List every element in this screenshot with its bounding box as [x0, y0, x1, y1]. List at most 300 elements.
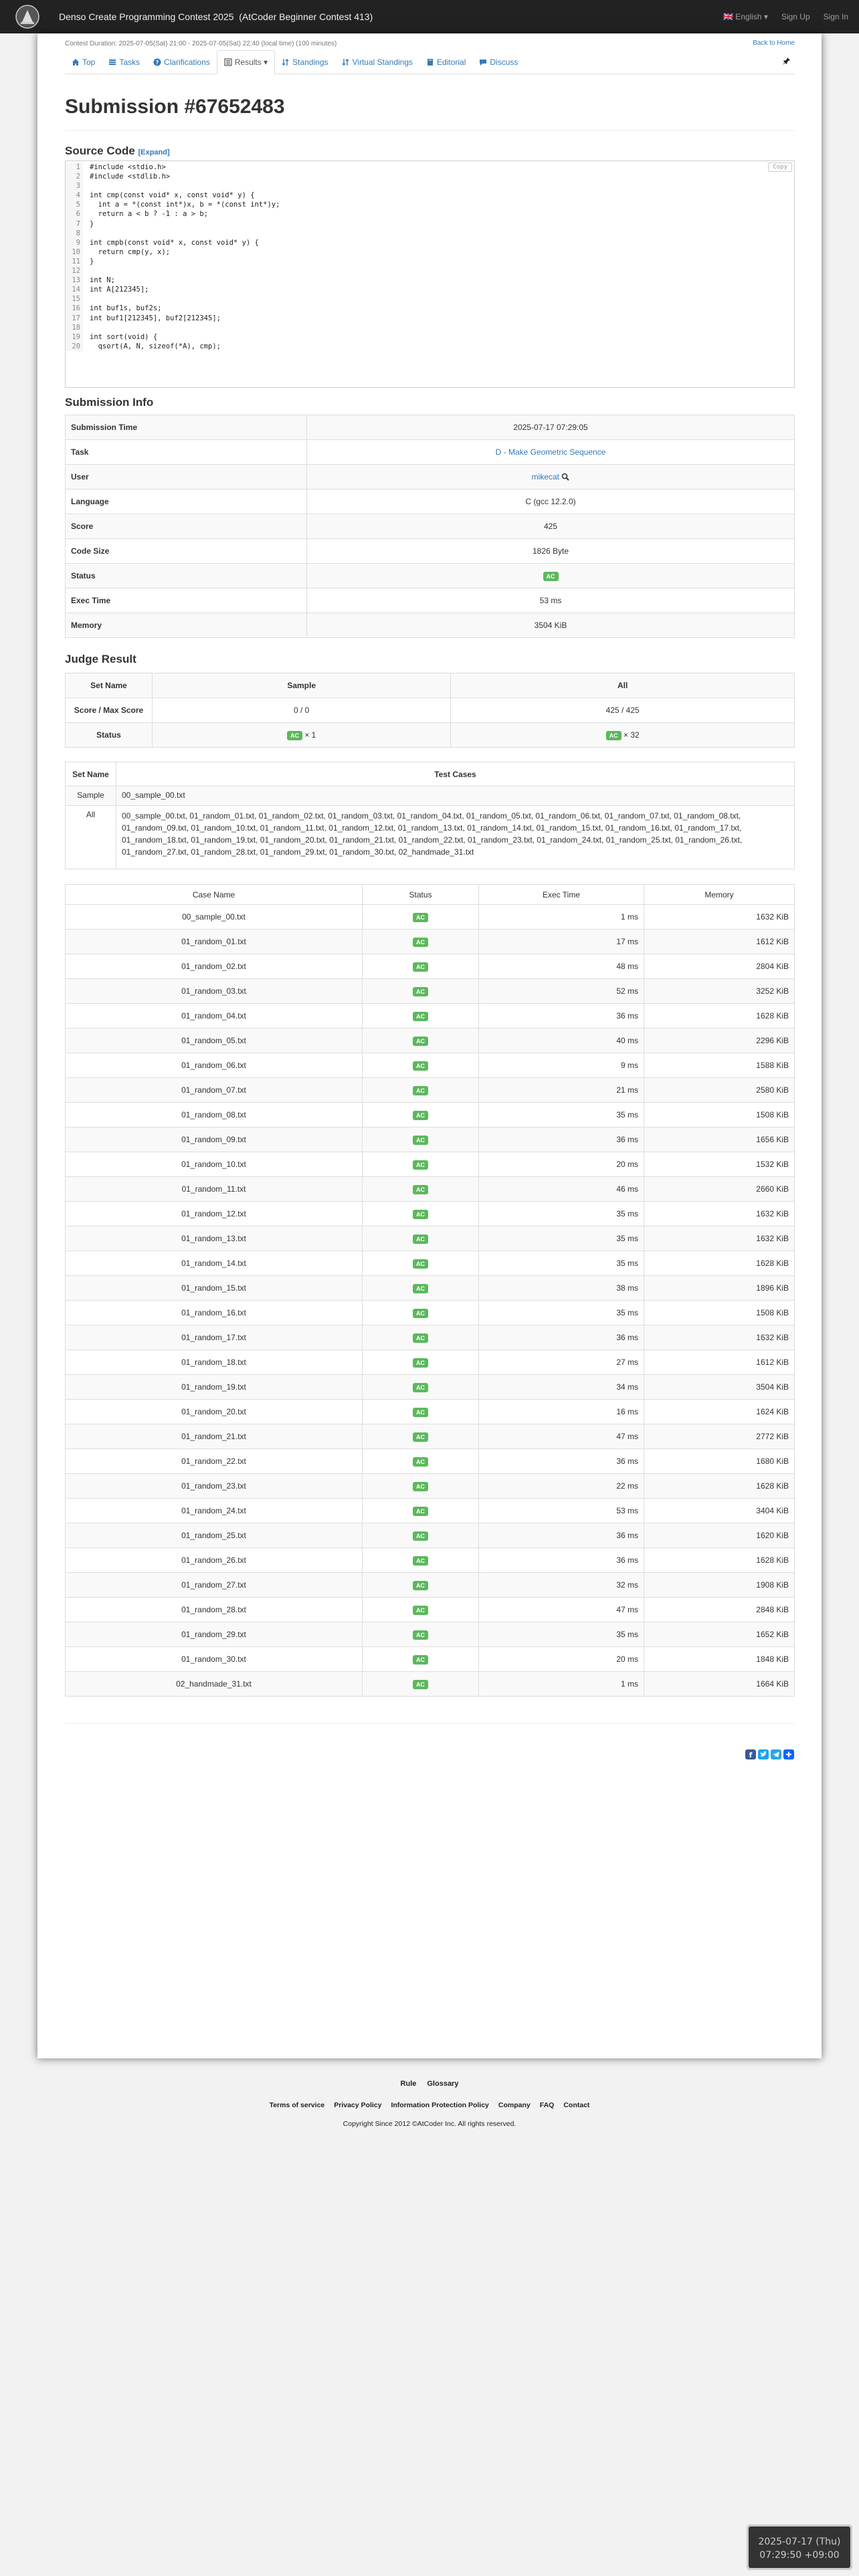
copy-button[interactable]: Copy [768, 163, 792, 172]
case-memory: 2848 KiB [644, 1598, 795, 1622]
case-status [363, 1672, 479, 1697]
comment-icon [479, 58, 487, 66]
info-key: Task [66, 440, 307, 465]
code-line [66, 229, 794, 238]
case-memory: 1612 KiB [644, 930, 795, 954]
line-number: 19 [66, 332, 83, 342]
back-to-home-link[interactable]: Back to Home [753, 39, 795, 47]
case-status [363, 1622, 479, 1647]
case-exec-time: 40 ms [479, 1029, 644, 1053]
case-memory: 1632 KiB [644, 1226, 795, 1251]
set-name: All [66, 806, 116, 869]
status-badge: AC [413, 1531, 428, 1541]
info-value: 3504 KiB [307, 613, 795, 638]
code-line [66, 219, 794, 229]
set-cases: 00_sample_00.txt, 01_random_01.txt, 01_random_02.txt, 01_random_03.txt, 01_random_04.txt, 01_random_05.txt, 01_random_06.txt, 01_random_07.txt, 01_random_08.txt, 01_random_09.txt, 01_random_10.txt, 01_random_11.txt, 01_random_12.txt, 01_random_13.txt, 01_random_14.txt, 01_random_15.txt, 01_random_16.txt, 01_random_17.txt, 01_random_18.txt, 01_random_19.txt, 01_random_20.txt, 01_random_21.txt, 01_random_22.txt, 01_random_23.txt, 01_random_24.txt, 01_random_25.txt, 01_random_26.txt, 01_random_27.txt, 01_random_28.txt, 01_random_29.txt, 01_random_30.txt, 02_handmade_31.txt [116, 806, 795, 869]
telegram-icon[interactable] [771, 1749, 781, 1759]
tab-label: Virtual Standings [352, 57, 413, 67]
judge-col-sample: Sample [153, 673, 451, 698]
case-memory: 1624 KiB [644, 1400, 795, 1424]
case-status [363, 1573, 479, 1598]
case-memory: 3404 KiB [644, 1499, 795, 1523]
case-memory: 1656 KiB [644, 1128, 795, 1152]
line-number: 11 [66, 257, 83, 266]
case-status [363, 1375, 479, 1400]
case-status [363, 1647, 479, 1672]
case-exec-time: 22 ms [479, 1474, 644, 1499]
set-cases: 00_sample_00.txt [116, 786, 795, 806]
line-text: int cmpb(const void* x, const void* y) { [90, 238, 259, 247]
case-name: 02_handmade_31.txt [66, 1672, 363, 1697]
case-status [363, 905, 479, 930]
case-status [363, 1128, 479, 1152]
expand-link[interactable]: [Expand] [138, 148, 170, 156]
case-memory: 1652 KiB [644, 1622, 795, 1647]
case-memory: 2580 KiB [644, 1078, 795, 1103]
info-key: User [66, 465, 307, 490]
status-badge: AC [413, 1630, 428, 1640]
info-row-memory [66, 613, 795, 638]
table-row [66, 1251, 795, 1276]
cases-col-exec-time[interactable]: Exec Time [479, 885, 644, 905]
contest-duration: Contest Duration: 2025-07-05(Sat) 21:00 - 2025-07-05(Sat) 22:40 (local time) (100 minutes) [65, 40, 337, 47]
line-number: 5 [66, 200, 83, 209]
case-exec-time: 38 ms [479, 1276, 644, 1301]
table-row [66, 979, 795, 1004]
case-memory: 1680 KiB [644, 1449, 795, 1474]
case-exec-time: 20 ms [479, 1647, 644, 1672]
table-row [66, 1152, 795, 1177]
code-line [66, 332, 794, 342]
footer-link-terms[interactable]: Terms of service [269, 2101, 325, 2109]
svg-text:f: f [749, 1751, 753, 1759]
language-dropdown[interactable]: 🇬🇧 English ▾ [723, 12, 768, 21]
status-badge: AC [413, 1235, 428, 1244]
status-badge: AC [413, 1408, 428, 1417]
case-exec-time: 9 ms [479, 1053, 644, 1078]
case-memory: 3252 KiB [644, 979, 795, 1004]
case-memory: 2660 KiB [644, 1177, 795, 1202]
sign-in-link[interactable]: Sign In [823, 12, 848, 21]
line-text: int sort(void) { [90, 332, 158, 341]
info-key: Submission Time [66, 415, 307, 440]
case-exec-time: 36 ms [479, 1325, 644, 1350]
case-name: 01_random_06.txt [66, 1053, 363, 1078]
case-exec-time: 34 ms [479, 1375, 644, 1400]
case-status [363, 1029, 479, 1053]
status-badge: AC [413, 938, 428, 947]
code-line [66, 266, 794, 276]
status-badge: AC [413, 1358, 428, 1368]
info-value: 53 ms [307, 588, 795, 613]
tab-discuss[interactable] [472, 50, 524, 74]
case-exec-time: 53 ms [479, 1499, 644, 1523]
status-badge: AC [413, 1556, 428, 1566]
atcoder-logo[interactable] [8, 0, 47, 33]
case-status [363, 1276, 479, 1301]
info-row-task [66, 440, 795, 465]
code-line [66, 200, 794, 209]
case-memory: 1628 KiB [644, 1474, 795, 1499]
pin-icon[interactable] [783, 57, 795, 67]
case-exec-time: 52 ms [479, 979, 644, 1004]
results-icon [224, 58, 232, 66]
case-status [363, 1053, 479, 1078]
fixed-clock [747, 2525, 852, 2570]
case-memory: 1908 KiB [644, 1573, 795, 1598]
tab-results[interactable] [217, 50, 275, 74]
table-row [66, 1128, 795, 1152]
table-row [66, 1573, 795, 1598]
status-badge: AC [413, 987, 428, 996]
tab-label: Discuss [490, 57, 518, 67]
cases-header-row [66, 885, 795, 905]
line-number: 20 [66, 342, 83, 351]
case-memory: 1848 KiB [644, 1647, 795, 1672]
task-link[interactable]: D - Make Geometric Sequence [495, 447, 606, 457]
footer [0, 2080, 859, 2128]
judge-result-table [65, 673, 795, 748]
line-text [83, 266, 90, 276]
list-icon [108, 58, 116, 66]
case-name: 01_random_15.txt [66, 1276, 363, 1301]
tab-clarifications[interactable] [147, 50, 217, 74]
table-row [66, 1400, 795, 1424]
case-name: 01_random_30.txt [66, 1647, 363, 1672]
cases-col-name[interactable]: Case Name [66, 885, 363, 905]
status-badge: AC [413, 1160, 428, 1170]
line-number: 2 [66, 172, 83, 181]
case-name: 01_random_18.txt [66, 1350, 363, 1375]
cases-col-status[interactable]: Status [363, 885, 479, 905]
table-row [66, 1424, 795, 1449]
case-status [363, 1078, 479, 1103]
footer-link-glossary[interactable]: Glossary [427, 2080, 459, 2088]
contest-brand[interactable]: Denso Create Programming Contest 2025 (AtCoder Beginner Contest 413) [59, 11, 373, 22]
table-row [66, 1375, 795, 1400]
case-memory: 1632 KiB [644, 905, 795, 930]
case-status [363, 954, 479, 979]
case-exec-time: 36 ms [479, 1523, 644, 1548]
case-status [363, 1325, 479, 1350]
table-row [66, 1598, 795, 1622]
table-row [66, 1177, 795, 1202]
case-memory: 1588 KiB [644, 1053, 795, 1078]
table-row [66, 1350, 795, 1375]
status-badge: AC [413, 1432, 428, 1442]
case-name: 01_random_29.txt [66, 1622, 363, 1647]
line-text: #include <stdlib.h> [90, 173, 171, 181]
judge-result-heading: Judge Result [65, 653, 136, 665]
code-line [66, 163, 794, 172]
info-row-language [66, 490, 795, 514]
footer-link-info-protection[interactable]: Information Protection Policy [391, 2101, 489, 2109]
search-icon[interactable] [561, 473, 569, 481]
status-badge: AC [287, 731, 302, 740]
case-status [363, 1400, 479, 1424]
case-memory: 1508 KiB [644, 1103, 795, 1128]
line-number: 12 [66, 266, 83, 276]
line-number: 15 [66, 294, 83, 304]
status-badge: AC [413, 1037, 428, 1046]
judge-col-set-name: Set Name [66, 673, 153, 698]
status-badge: AC [413, 1259, 428, 1269]
tab-tasks[interactable] [102, 50, 147, 74]
line-text: } [90, 219, 94, 228]
table-row [66, 1226, 795, 1251]
divider [65, 1723, 795, 1724]
footer-link-rule[interactable]: Rule [400, 2080, 417, 2088]
line-text: int A[212345]; [90, 286, 149, 294]
case-status [363, 1004, 479, 1029]
footer-link-contact[interactable]: Contact [563, 2101, 590, 2109]
case-name: 01_random_23.txt [66, 1474, 363, 1499]
score-all: 425 / 425 [451, 698, 795, 723]
case-name: 01_random_10.txt [66, 1152, 363, 1177]
svg-text:?: ? [155, 59, 159, 66]
case-memory: 1632 KiB [644, 1325, 795, 1350]
table-row [66, 954, 795, 979]
sort-icon [282, 58, 290, 66]
code-line [66, 342, 794, 351]
case-memory: 2804 KiB [644, 954, 795, 979]
test-sets-table [65, 762, 795, 869]
code-line [66, 257, 794, 266]
sign-up-link[interactable]: Sign Up [781, 12, 810, 21]
status-badge: AC [543, 572, 559, 581]
case-memory: 2296 KiB [644, 1029, 795, 1053]
source-code-heading [65, 144, 795, 158]
case-status [363, 1177, 479, 1202]
cases-body [66, 905, 795, 1697]
case-name: 01_random_09.txt [66, 1128, 363, 1152]
user-link[interactable]: mikecat [531, 472, 559, 481]
line-number: 3 [66, 181, 83, 191]
case-exec-time: 36 ms [479, 1004, 644, 1029]
case-memory: 1628 KiB [644, 1004, 795, 1029]
line-number: 4 [66, 191, 83, 200]
case-status [363, 1449, 479, 1474]
line-number: 6 [66, 209, 83, 219]
table-row [66, 1053, 795, 1078]
table-row [66, 1474, 795, 1499]
judge-col-all: All [451, 673, 795, 698]
main-container [37, 33, 822, 2058]
info-value: 425 [307, 514, 795, 539]
case-name: 01_random_05.txt [66, 1029, 363, 1053]
line-text: } [90, 257, 94, 265]
case-exec-time: 21 ms [479, 1078, 644, 1103]
case-name: 01_random_14.txt [66, 1251, 363, 1276]
case-memory: 1508 KiB [644, 1301, 795, 1325]
case-name: 01_random_08.txt [66, 1103, 363, 1128]
case-exec-time: 46 ms [479, 1177, 644, 1202]
case-exec-time: 35 ms [479, 1226, 644, 1251]
status-badge: AC [413, 1482, 428, 1491]
case-exec-time: 20 ms [479, 1152, 644, 1177]
score-sample: 0 / 0 [153, 698, 451, 723]
case-status [363, 979, 479, 1004]
case-exec-time: 35 ms [479, 1301, 644, 1325]
case-name: 01_random_04.txt [66, 1004, 363, 1029]
status-badge: AC [413, 1333, 428, 1343]
table-row [66, 1103, 795, 1128]
source-code-title: Source Code [65, 144, 135, 157]
case-name: 01_random_20.txt [66, 1400, 363, 1424]
status-badge: AC [413, 1111, 428, 1120]
line-number: 13 [66, 276, 83, 285]
info-key: Score [66, 514, 307, 539]
case-name: 01_random_17.txt [66, 1325, 363, 1350]
case-memory: 1620 KiB [644, 1523, 795, 1548]
case-exec-time: 47 ms [479, 1598, 644, 1622]
line-number: 9 [66, 238, 83, 247]
twitter-icon[interactable] [758, 1749, 769, 1759]
line-text: int buf1[212345], buf2[212345]; [90, 314, 221, 322]
code-line [66, 238, 794, 247]
tab-editorial[interactable] [419, 50, 472, 74]
case-name: 01_random_13.txt [66, 1226, 363, 1251]
case-status [363, 1424, 479, 1449]
case-name: 01_random_22.txt [66, 1449, 363, 1474]
case-status [363, 930, 479, 954]
case-memory: 1532 KiB [644, 1152, 795, 1177]
status-badge: AC [413, 1185, 428, 1194]
code-line [66, 294, 794, 304]
line-text: return cmp(y, x); [90, 247, 171, 256]
footer-link-privacy[interactable]: Privacy Policy [334, 2101, 382, 2109]
case-memory: 1612 KiB [644, 1350, 795, 1375]
clock-date: 2025-07-17 (Thu) [758, 2537, 841, 2547]
navbar [0, 0, 859, 33]
case-name: 01_random_19.txt [66, 1375, 363, 1400]
tab-virtual-standings[interactable] [335, 50, 420, 74]
home-icon [72, 58, 80, 66]
status-badge: AC [413, 1507, 428, 1516]
tab-label: Results ▾ [234, 58, 268, 67]
status-badge: AC [413, 1581, 428, 1590]
line-text: int N; [90, 276, 115, 285]
line-text: #include <stdio.h> [90, 163, 166, 171]
status-badge: AC [413, 1012, 428, 1021]
case-exec-time: 32 ms [479, 1573, 644, 1598]
status-badge: AC [413, 1655, 428, 1665]
status-badge: AC [413, 1680, 428, 1689]
status-badge: AC [413, 1136, 428, 1145]
case-name: 01_random_24.txt [66, 1499, 363, 1523]
judge-status-row [66, 723, 795, 748]
case-status [363, 1350, 479, 1375]
question-icon [153, 58, 161, 66]
cases-col-memory[interactable]: Memory [644, 885, 795, 905]
info-value: 1826 Byte [307, 539, 795, 564]
table-row [66, 1622, 795, 1647]
info-key: Memory [66, 613, 307, 638]
footer-link-faq[interactable]: FAQ [539, 2101, 555, 2109]
tab-top[interactable] [65, 50, 102, 74]
table-row [66, 1523, 795, 1548]
line-number: 8 [66, 229, 83, 238]
table-row [66, 1078, 795, 1103]
tab-standings[interactable] [275, 50, 335, 74]
status-badge: AC [413, 1210, 428, 1219]
status-all-count: × 32 [623, 730, 640, 740]
line-number: 16 [66, 304, 83, 313]
line-number: 1 [66, 163, 83, 172]
table-row [66, 1029, 795, 1053]
code-line [66, 285, 794, 294]
case-memory: 1896 KiB [644, 1276, 795, 1301]
case-exec-time: 35 ms [479, 1622, 644, 1647]
code-line [66, 181, 794, 191]
case-exec-time: 27 ms [479, 1350, 644, 1375]
status-badge: AC [413, 1284, 428, 1293]
sets-col-test-cases: Test Cases [116, 762, 795, 786]
info-key: Exec Time [66, 588, 307, 613]
status-badge: AC [413, 1606, 428, 1615]
judge-score-row [66, 698, 795, 723]
case-memory: 1632 KiB [644, 1202, 795, 1226]
code-line [66, 172, 794, 181]
status-badge: AC [413, 1457, 428, 1467]
footer-links-primary [0, 2080, 859, 2088]
code-lines [66, 163, 794, 351]
info-row-code-size [66, 539, 795, 564]
sets-row-all [66, 806, 795, 869]
footer-link-company[interactable]: Company [498, 2101, 531, 2109]
table-row [66, 930, 795, 954]
table-row [66, 1499, 795, 1523]
case-exec-time: 36 ms [479, 1548, 644, 1573]
line-text [83, 181, 90, 191]
judge-header-row [66, 673, 795, 698]
case-status [363, 1548, 479, 1573]
case-status [363, 1598, 479, 1622]
contest-tabs [65, 50, 795, 74]
case-name: 01_random_03.txt [66, 979, 363, 1004]
case-memory: 3504 KiB [644, 1375, 795, 1400]
status-badge: AC [413, 1061, 428, 1071]
case-name: 01_random_16.txt [66, 1301, 363, 1325]
tab-label: Clarifications [164, 57, 210, 67]
case-status [363, 1523, 479, 1548]
code-line [66, 314, 794, 323]
tab-label: Top [82, 57, 96, 67]
case-name: 01_random_01.txt [66, 930, 363, 954]
table-row [66, 1202, 795, 1226]
case-exec-time: 36 ms [479, 1449, 644, 1474]
case-status [363, 1202, 479, 1226]
set-name: Sample [66, 786, 116, 806]
source-code-block[interactable] [65, 160, 795, 388]
sets-row-sample [66, 786, 795, 806]
case-exec-time: 16 ms [479, 1400, 644, 1424]
share-buttons [745, 1749, 794, 1759]
case-exec-time: 35 ms [479, 1202, 644, 1226]
line-text: qsort(A, N, sizeof(*A), cmp); [90, 342, 221, 350]
score-label: Score / Max Score [66, 698, 153, 723]
case-name: 01_random_02.txt [66, 954, 363, 979]
case-status [363, 1103, 479, 1128]
plus-icon[interactable] [783, 1749, 794, 1759]
facebook-icon[interactable] [745, 1749, 756, 1759]
line-number: 14 [66, 285, 83, 294]
table-row [66, 1004, 795, 1029]
info-row-exec-time [66, 588, 795, 613]
table-row [66, 1672, 795, 1697]
submission-info-table [65, 415, 795, 638]
copyright: Copyright Since 2012 ©AtCoder Inc. All rights reserved. [343, 2120, 516, 2128]
